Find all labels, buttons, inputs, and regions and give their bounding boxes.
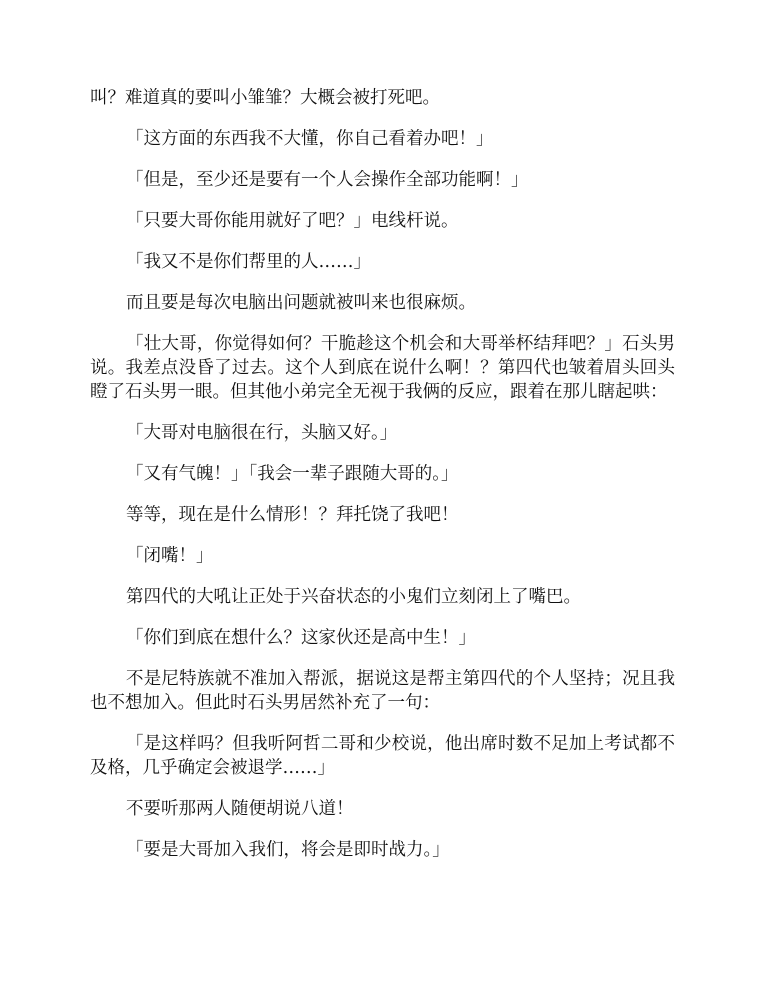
paragraph: 叫？难道真的要叫小雏雏？大概会被打死吧。 — [90, 88, 440, 108]
paragraph: 「这方面的东西我不大懂，你自己看着办吧！」 — [126, 129, 494, 149]
paragraph: 「闭嘴！」 — [126, 546, 214, 566]
paragraph: 不是尼特族就不准加入帮派，据说这是帮主第四代的个人坚持；况且我也不想加入。但此时石头男居然补充了一句： — [90, 669, 675, 713]
paragraph: 不要听那两人随便胡说八道！ — [126, 799, 354, 819]
paragraph: 「你们到底在想什么？这家伙还是高中生！」 — [126, 628, 476, 648]
paragraph: 「要是大哥加入我们，将会是即时战力。」 — [126, 840, 450, 860]
paragraph: 「我又不是你们帮里的人……」 — [126, 252, 371, 272]
paragraph: 「大哥对电脑很在行，头脑又好。」 — [126, 423, 398, 443]
paragraph: 「又有气魄！」「我会一辈子跟随大哥的。」 — [126, 464, 459, 484]
paragraph: 第四代的大吼让正处于兴奋状态的小鬼们立刻闭上了嘴巴。 — [126, 587, 581, 607]
paragraph: 「壮大哥，你觉得如何？干脆趁这个机会和大哥举杯结拜吧？」石头男说。我差点没昏了过去。这个人到底在说什么啊！？第四代也皱着眉头回头瞪了石头男一眼。但其他小弟完全无视于我俩的反应，跟着在那儿瞎起哄： — [90, 334, 675, 402]
paragraph: 「只要大哥你能用就好了吧？」电线杆说。 — [126, 211, 459, 231]
document-page — [90, 86, 675, 879]
paragraph: 等等，现在是什么情形！？拜托饶了我吧！ — [126, 505, 459, 525]
paragraph: 「是这样吗？但我听阿哲二哥和少校说，他出席时数不足加上考试都不及格，几乎确定会被退学……」 — [90, 734, 675, 778]
paragraph: 而且要是每次电脑出问题就被叫来也很麻烦。 — [126, 293, 476, 313]
paragraph: 「但是，至少还是要有一个人会操作全部功能啊！」 — [126, 170, 529, 190]
